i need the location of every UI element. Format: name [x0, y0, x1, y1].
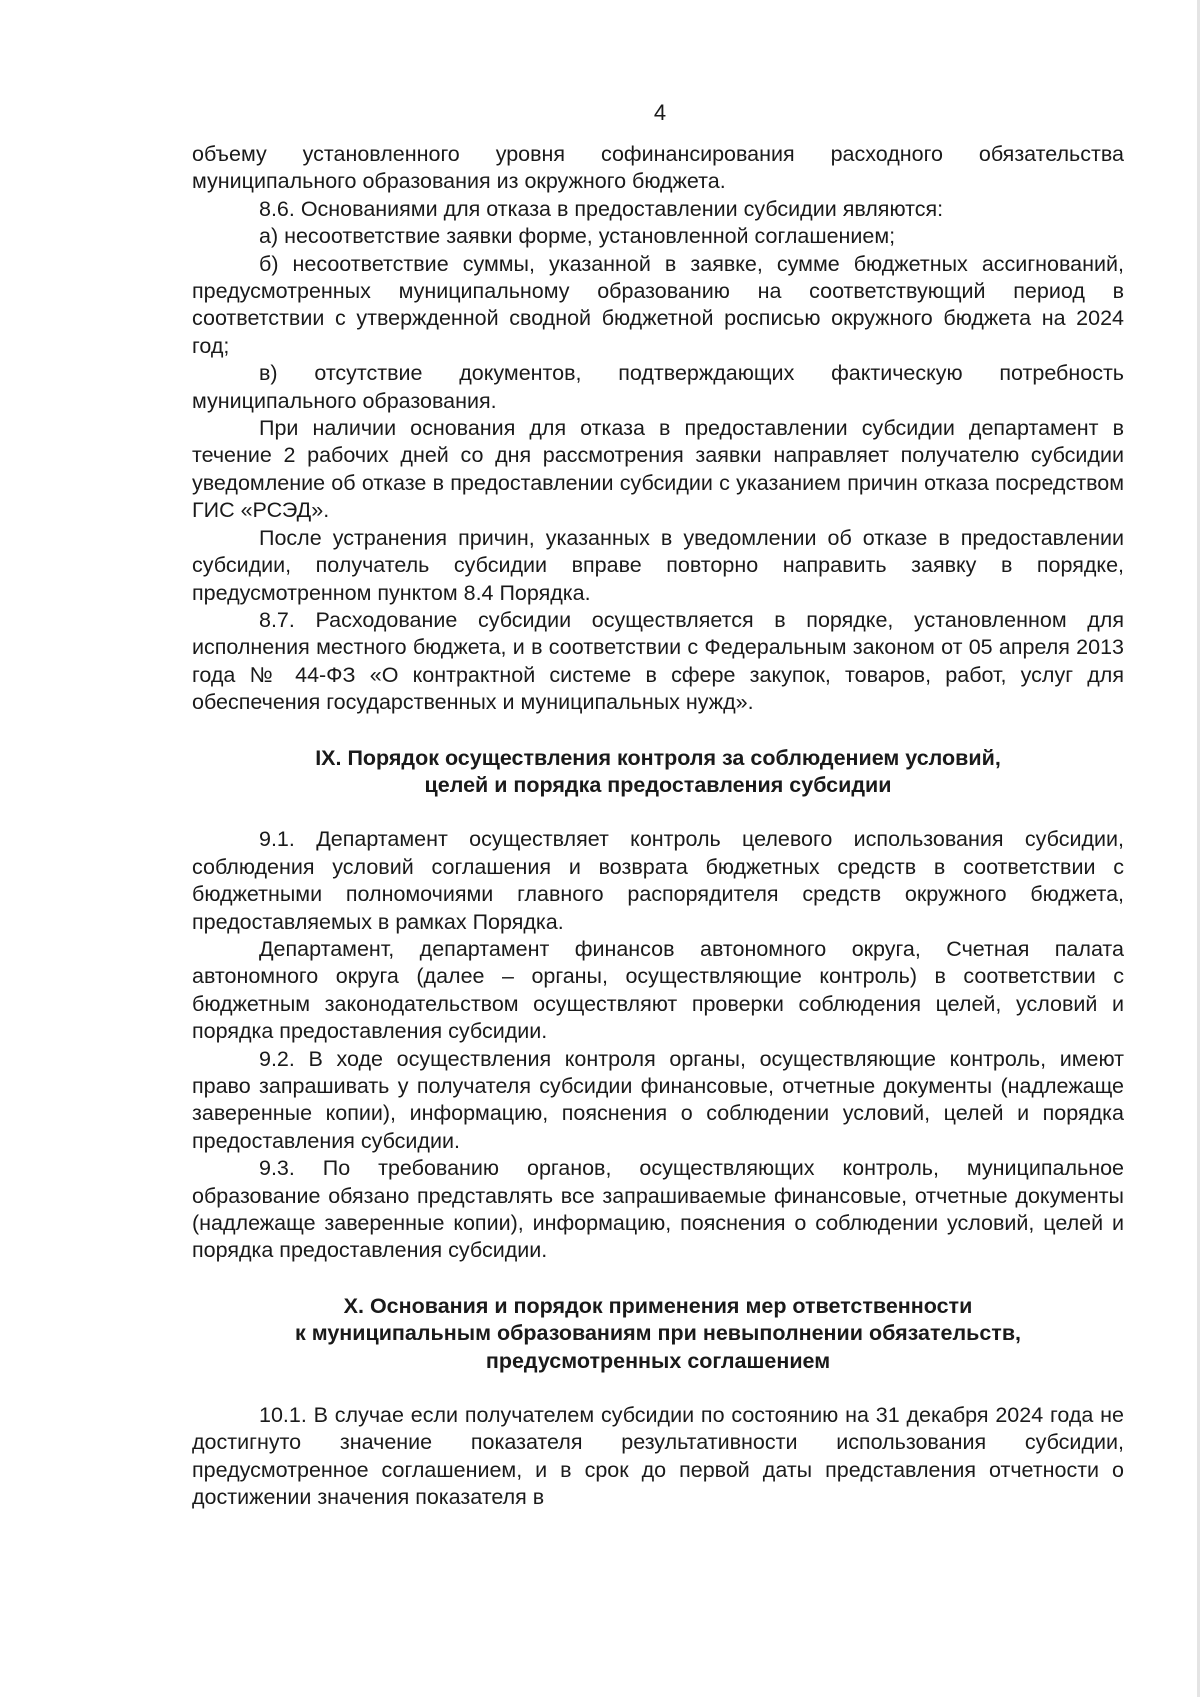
paragraph-8-6-v: в) отсутствие документов, подтверждающих фактическую потребность муниципального образования.: [192, 361, 1124, 413]
section-10-heading-line-1: X. Основания и порядок применения мер ответственности: [343, 1293, 973, 1318]
paragraph-9-1: 9.1. Департамент осуществляет контроль целевого использования субсидии, соблюдения условий соглашения и возврата бюджетных средств в соответствии с бюджетными полномочиями главного распорядителя средств окружного бюджета, предоставляемых в рамках Порядка.: [192, 827, 1124, 934]
document-body: [192, 141, 1124, 1512]
section-9-heading-line-1: IX. Порядок осуществления контроля за соблюдением условий,: [315, 745, 1001, 770]
paragraph-8-6-a: а) несоответствие заявки форме, установленной соглашением;: [259, 224, 896, 249]
paragraph-9-2: 9.2. В ходе осуществления контроля органы, осуществляющие контроль, имеют право запрашивать у получателя субсидии финансовые, отчетные документы (надлежаще заверенные копии), информацию, пояснения о соблюдении условий, целей и порядка предоставления субсидии.: [192, 1046, 1124, 1153]
paragraph-8-6-b: б) несоответствие суммы, указанной в заявке, сумме бюджетных ассигнований, предусмотренных муниципальному образованию на соответствующий период в соответствии с утвержденной сводной бюджетной росписью окружного бюджета на 2024 год;: [192, 251, 1124, 358]
paragraph-10-1: 10.1. В случае если получателем субсидии по состоянию на 31 декабря 2024 года не достигнуто значение показателя результативности использования субсидии, предусмотренное соглашением, и в срок до первой даты представления отчетности о достижении значения показателя в: [192, 1403, 1124, 1510]
paragraph-9-3: 9.3. По требованию органов, осуществляющих контроль, муниципальное образование обязано представлять все запрашиваемые финансовые, отчетные документы (надлежаще заверенные копии), информацию, пояснения о соблюдении условий, целей и порядка предоставления субсидии.: [192, 1156, 1124, 1263]
page-number: 4: [653, 100, 667, 125]
section-9-heading: [192, 745, 1124, 800]
paragraph-9-1-control-bodies: Департамент, департамент финансов автономного округа, Счетная палата автономного округа (далее – органы, осуществляющие контроль) в соответствии с бюджетным законодательством осуществляют проверки соблюдения целей, условий и порядка предоставления субсидии.: [192, 936, 1124, 1044]
section-10-heading-line-2: к муниципальным образованиям при невыполнении обязательств,: [294, 1321, 1022, 1346]
paragraph-refusal-notice: При наличии основания для отказа в предоставлении субсидии департамент в течение 2 рабочих дней со дня рассмотрения заявки направляет получателю субсидии уведомление об отказе в предоставлении субсидии с указанием причин отказа посредством ГИС «РСЭД».: [192, 416, 1124, 523]
section-10-heading: [192, 1293, 1124, 1375]
section-10-heading-line-3: предусмотренных соглашением: [485, 1348, 831, 1373]
section-9-heading-line-2: целей и порядка предоставления субсидии: [424, 772, 892, 797]
paragraph-8-6: 8.6. Основаниями для отказа в предоставлении субсидии являются:: [259, 196, 944, 221]
paragraph-continuation: объему установленного уровня софинансирования расходного обязательства муниципального образования из окружного бюджета.: [192, 142, 1124, 194]
paragraph-resubmission: После устранения причин, указанных в уведомлении об отказе в предоставлении субсидии, получатель субсидии вправе повторно направить заявку в порядке, предусмотренном пунктом 8.4 Порядка.: [192, 525, 1124, 605]
paragraph-8-7: 8.7. Расходование субсидии осуществляется в порядке, установленном для исполнения местного бюджета, и в соответствии с Федеральным законом от 05 апреля 2013 года № 44-ФЗ «О контрактной системе в сфере закупок, товаров, работ, услуг для обеспечения государственных и муниципальных нужд».: [192, 607, 1124, 715]
